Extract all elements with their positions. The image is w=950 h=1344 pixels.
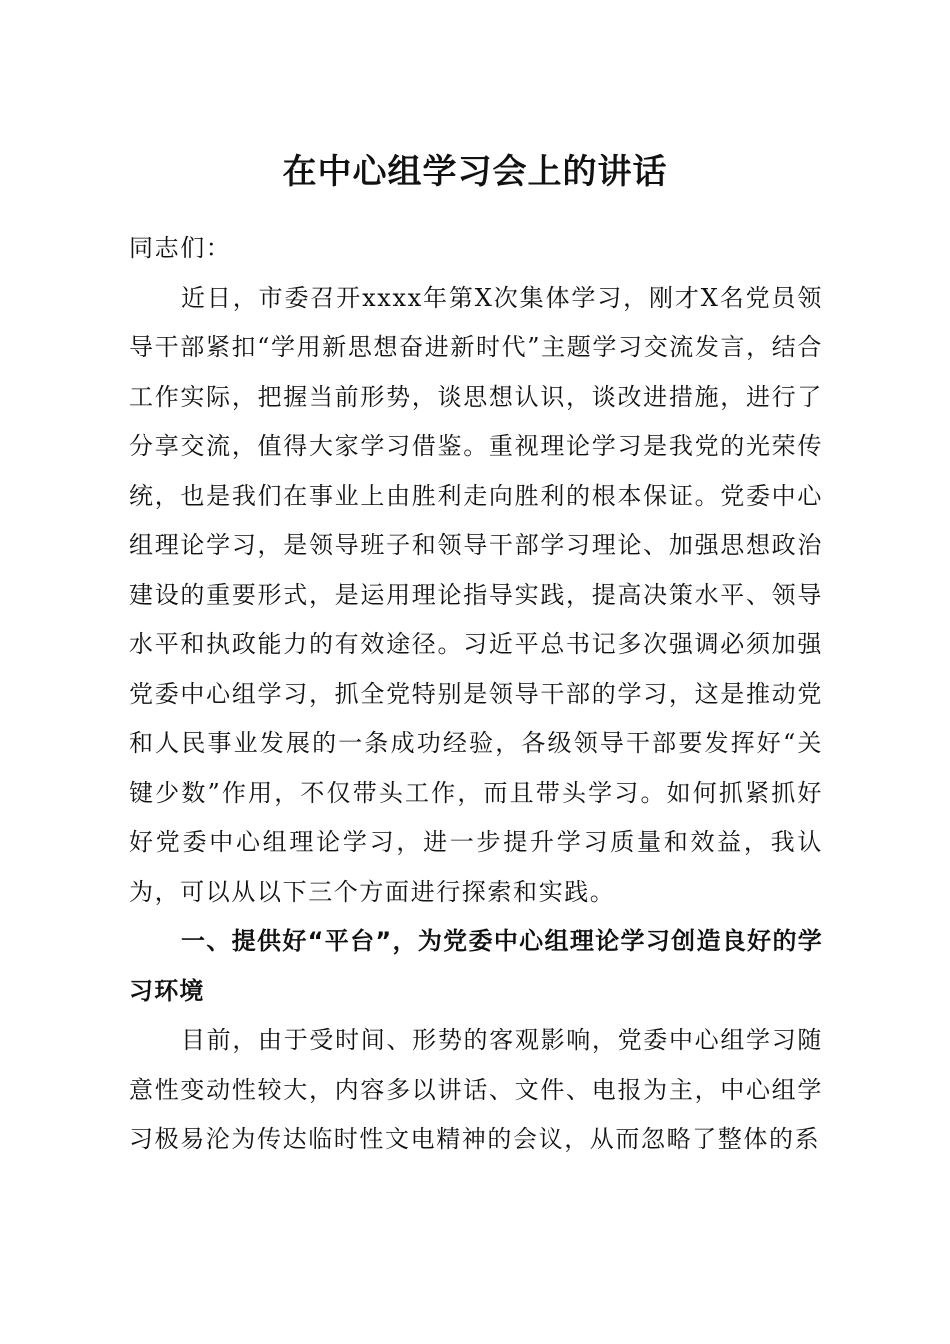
salutation: 同志们：	[129, 234, 232, 262]
section-heading: 一、提供好“平台”，为党委中心组理论学习创造良好的学习环境	[129, 927, 823, 1005]
intro-paragraph: 近日，市委召开xxxx年第X次集体学习，刚才X名党员领导干部紧扣“学用新思想奋进新时代”主题学习交流发言，结合工作实际，把握当前形势，谈思想认识，谈改进措施，进行了分享交流，值得大家学习借鉴。重视理论学习是我党的光荣传统，也是我们在事业上由胜利走向胜利的根本保证。党委中心组理论学习，是领导班子和领导干部学习理论、加强思想政治建设的重要形式，是运用理论指导实践，提高决策水平、领导水平和执政能力的有效途径。习近平总书记多次强调必须加强党委中心组学习，抓全党特别是领导干部的学习，这是推动党和人民事业发展的一条成功经验，各级领导干部要发挥好“关键少数”作用，不仅带头工作，而且带头学习。如何抓紧抓好好党委中心组理论学习，进一步提升学习质量和效益，我认为，可以从以下三个方面进行探索和实践。	[129, 283, 823, 906]
document-title: 在中心组学习会上的讲话	[282, 152, 668, 192]
document-body	[129, 224, 823, 1165]
section-paragraph: 目前，由于受时间、形势的客观影响，党委中心组学习随意性变动性较大，内容多以讲话、文件、电报为主，中心组学习极易沦为传达临时性文电精神的会议，从而忽略了整体的系	[129, 1026, 823, 1153]
